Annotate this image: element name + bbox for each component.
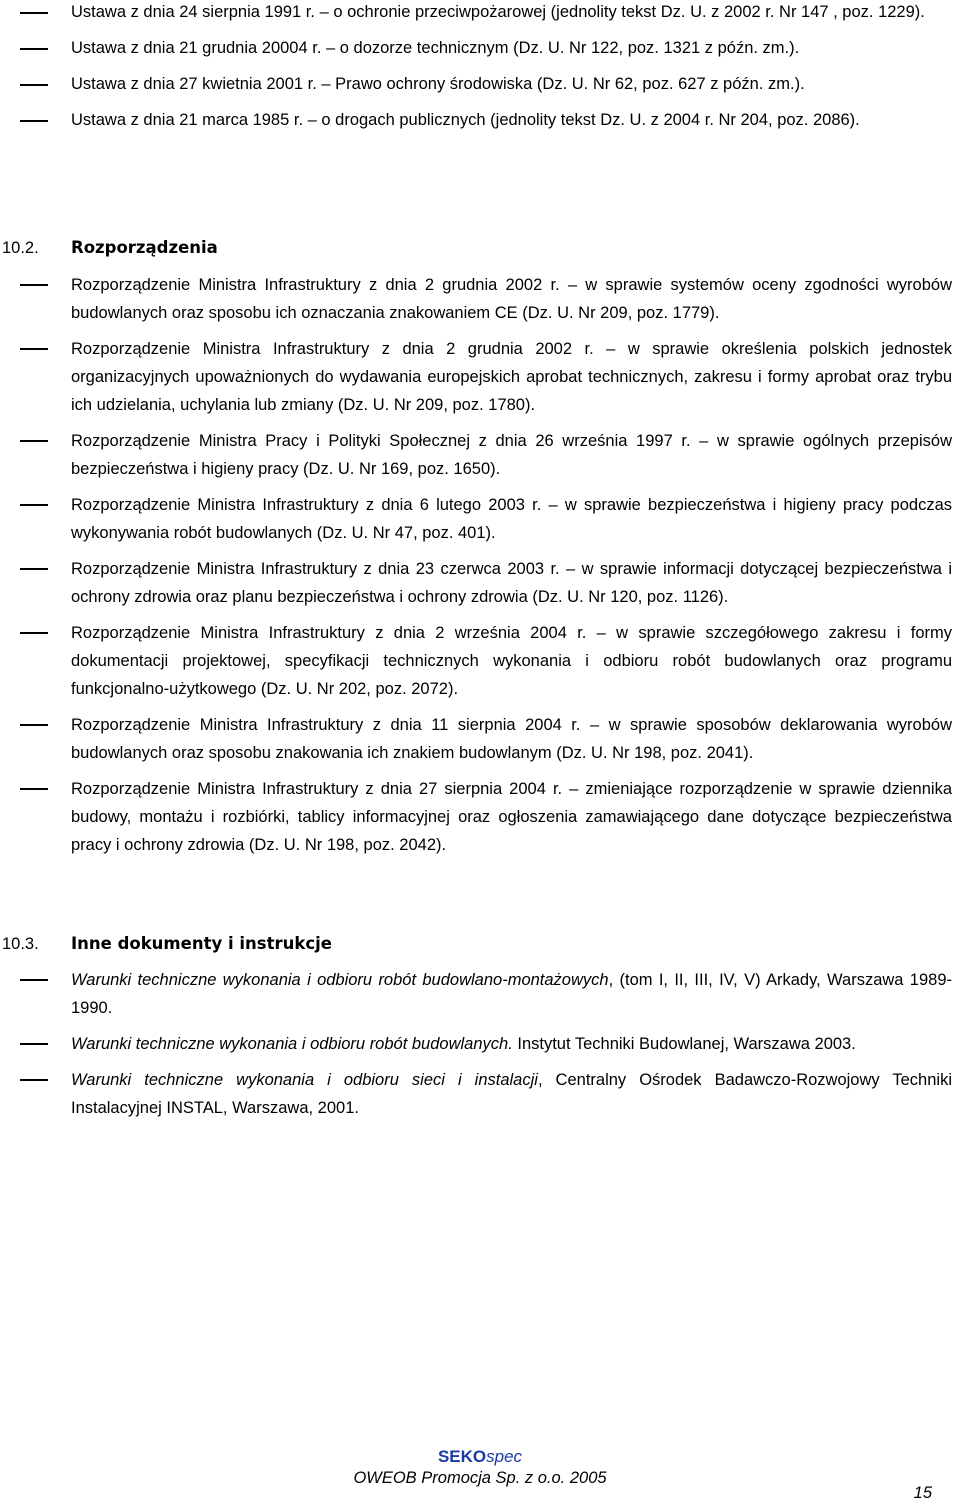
section-heading-other-documents bbox=[0, 930, 960, 958]
list-item: Rozporządzenie Ministra Infrastruktury z dnia 2 grudnia 2002 r. – w sprawie systemów oceny zgodności wyrobów budowlanych oraz sposobu ich oznaczania znakowaniem CE (Dz. U. Nr 209, poz. 1779). bbox=[0, 271, 960, 327]
list-item: Rozporządzenie Ministra Infrastruktury z dnia 23 czerwca 2003 r. – w sprawie informacji dotyczącej bezpieczeństwa i ochrony zdrowia oraz planu bezpieczeństwa i ochrony zdrowia (Dz. U. Nr 120, poz. 1126). bbox=[0, 555, 960, 611]
list-item: Rozporządzenie Ministra Pracy i Polityki Społecznej z dnia 26 września 1997 r. – w sprawie ogólnych przepisów bezpieczeństwa i higieny pracy (Dz. U. Nr 169, poz. 1650). bbox=[0, 427, 960, 483]
list-item: Rozporządzenie Ministra Infrastruktury z dnia 2 września 2004 r. – w sprawie szczegółowego zakresu i formy dokumentacji projektowej, specyfikacji technicznych wykonania i odbioru robót budowlanych oraz programu funkcjonalno-użytkowego (Dz. U. Nr 202, poz. 2072). bbox=[0, 619, 960, 703]
document-details: Instytut Techniki Budowlanej, Warszawa 2003. bbox=[512, 1035, 856, 1053]
list-item: Rozporządzenie Ministra Infrastruktury z dnia 6 lutego 2003 r. – w sprawie bezpieczeństwa i higieny pracy podczas wykonywania robót budowlanych (Dz. U. Nr 47, poz. 401). bbox=[0, 491, 960, 547]
document-title: Warunki techniczne wykonania i odbioru robót budowlanych. bbox=[71, 1035, 513, 1053]
list-item bbox=[0, 966, 960, 1022]
footer-company: OWEOB Promocja Sp. z o.o. 2005 bbox=[353, 1469, 607, 1487]
document-details: , Centralny Ośrodek Badawczo-Rozwojowy Techniki Instalacyjnej INSTAL, Warszawa, 2001. bbox=[71, 1071, 952, 1117]
brand-part-bold: SEKO bbox=[437, 1447, 487, 1466]
section-title: Inne dokumenty i instrukcje bbox=[71, 934, 332, 953]
section-number: 10.2. bbox=[2, 239, 39, 257]
laws-list bbox=[0, 0, 960, 143]
document-title: Warunki techniczne wykonania i odbioru robót budowlano-montażowych bbox=[71, 971, 609, 989]
list-item: Ustawa z dnia 21 grudnia 20004 r. – o dozorze technicznym (Dz. U. Nr 122, poz. 1321 z późn. zm.). bbox=[0, 35, 960, 61]
list-item: Ustawa z dnia 27 kwietnia 2001 r. – Prawo ochrony środowiska (Dz. U. Nr 62, poz. 627 z późn. zm.). bbox=[0, 71, 960, 97]
list-item: Rozporządzenie Ministra Infrastruktury z dnia 27 sierpnia 2004 r. – zmieniające rozporządzenie w sprawie dziennika budowy, montażu i rozbiórki, tablicy informacyjnej oraz ogłoszenia zamawiającego dane dotyczące bezpieczeństwa pracy i ochrony zdrowia (Dz. U. Nr 198, poz. 2042). bbox=[0, 775, 960, 859]
list-item bbox=[0, 1030, 960, 1058]
other-documents-list bbox=[0, 966, 960, 1130]
section-number: 10.3. bbox=[2, 935, 39, 953]
document-details: , (tom I, II, III, IV, V) Arkady, Warszawa 1989-1990. bbox=[71, 971, 952, 1017]
regulations-list bbox=[0, 271, 960, 867]
list-item: Rozporządzenie Ministra Infrastruktury z dnia 11 sierpnia 2004 r. – w sprawie sposobów deklarowania wyrobów budowlanych oraz sposobu znakowania ich znakiem budowlanym (Dz. U. Nr 198, poz. 2041). bbox=[0, 711, 960, 767]
list-item: Rozporządzenie Ministra Infrastruktury z dnia 2 grudnia 2002 r. – w sprawie określenia polskich jednostek organizacyjnych upoważnionych do wydawania europejskich aprobat technicznych, zakresu i formy aprobat oraz trybu ich udzielania, uchylania lub zmiany (Dz. U. Nr 209, poz. 1780). bbox=[0, 335, 960, 419]
list-item bbox=[0, 1066, 960, 1122]
section-heading-regulations bbox=[0, 234, 960, 262]
brand-part-italic: spec bbox=[486, 1447, 523, 1466]
section-title: Rozporządzenia bbox=[71, 238, 218, 257]
page-number: 15 bbox=[913, 1484, 932, 1502]
list-item: Ustawa z dnia 24 sierpnia 1991 r. – o ochronie przeciwpożarowej (jednolity tekst Dz. U. z 2002 r. Nr 147 , poz. 1229). bbox=[0, 0, 960, 25]
footer-brand-logo bbox=[0, 1446, 960, 1468]
list-item: Ustawa z dnia 21 marca 1985 r. – o drogach publicznych (jednolity tekst Dz. U. z 2004 r. Nr 204, poz. 2086). bbox=[0, 107, 960, 133]
document-title: Warunki techniczne wykonania i odbioru sieci i instalacji bbox=[71, 1071, 538, 1089]
